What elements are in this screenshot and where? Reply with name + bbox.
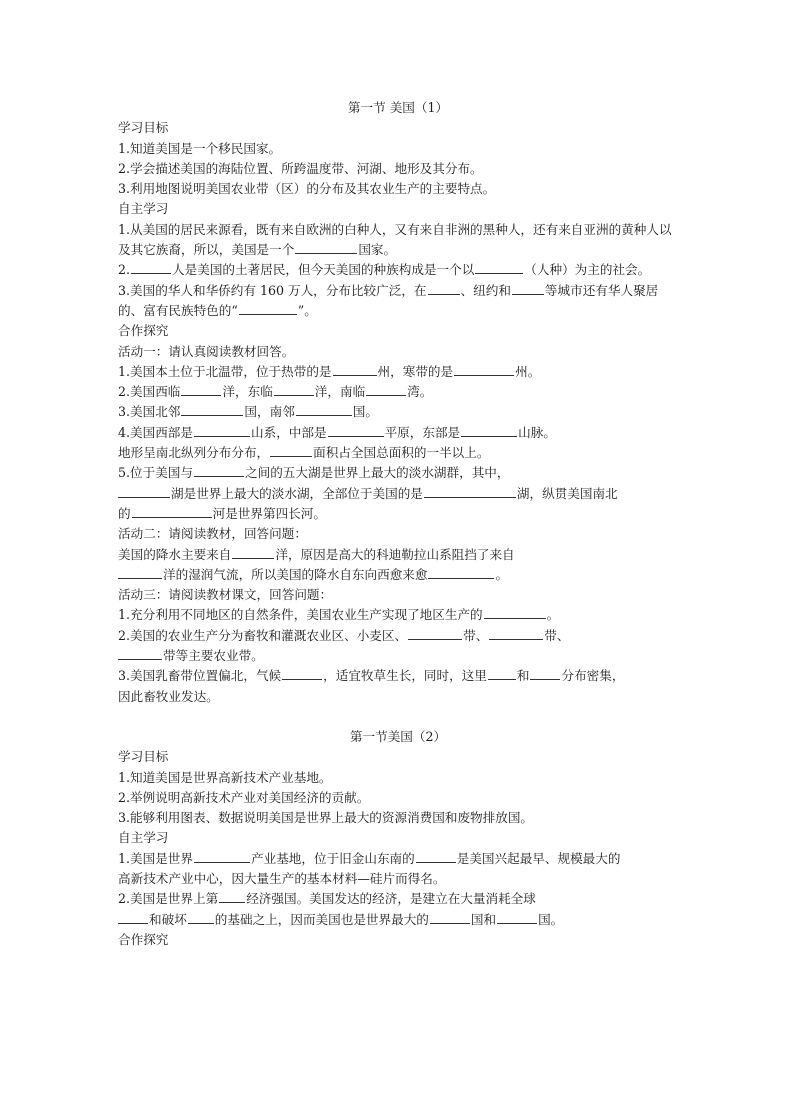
answer-blank[interactable] — [328, 423, 384, 437]
self-question-2 — [118, 260, 678, 280]
answer-blank[interactable] — [274, 382, 314, 396]
act2-l1-text-a: 美国的降水主要来自 — [118, 546, 232, 562]
act1-l5-text-a: 地形呈南北纵列分布分布， — [118, 445, 270, 461]
act3-l4-text-b: ，适宜牧草生长，同时，这里 — [323, 668, 487, 684]
act1-l3-text-c: 国。 — [352, 404, 378, 420]
answer-blank[interactable] — [454, 362, 514, 376]
s2-q1-text-b: 产业基地，位于旧金山东南的 — [251, 850, 415, 866]
act3-l3-text-a: 带等主要农业带。 — [163, 648, 264, 664]
activity2-line-2 — [118, 565, 678, 585]
self-q3-text-a: 3.美国的华人和华侨约有 160 万人，分布比较广泛，在 — [118, 282, 427, 298]
activity1-heading: 活动一：请认真阅读教材回答。 — [118, 343, 295, 359]
act1-l1-text-a: 1.美国本土位于北温带，位于热带的是 — [118, 363, 332, 379]
section-gap — [118, 707, 678, 727]
s2-q1-text-c: 是美国兴起最早、规模最大的 — [456, 850, 621, 866]
s2-q1-text-a: 1.美国是世界 — [118, 850, 193, 866]
answer-blank[interactable] — [181, 382, 221, 396]
section1-title: 第一节 美国（1） — [347, 100, 449, 115]
activity1-line-3 — [118, 402, 678, 422]
answer-blank[interactable] — [118, 910, 148, 924]
self-q1-text-b: 国家。 — [358, 242, 397, 258]
answer-blank[interactable] — [488, 666, 516, 680]
self-q2-text-a: 2. — [118, 262, 131, 278]
activity3-line-3 — [118, 646, 678, 666]
answer-blank[interactable] — [512, 281, 544, 295]
act1-l6-text-a: 5.位于美国与 — [118, 465, 193, 481]
section1-goal-2: 2.学会描述美国的海陆位置、所跨温度带、河湖、地形及其分布。 — [118, 160, 483, 176]
answer-blank[interactable] — [239, 301, 297, 315]
act3-l2-text-c: 带、 — [544, 627, 570, 643]
act2-l1-text-b: 洋，原因是高大的科迪勒拉山系阻挡了来自 — [275, 546, 515, 562]
answer-blank[interactable] — [408, 626, 462, 640]
section2-goal-2: 2.举例说明高新技术产业对美国经济的贡献。 — [118, 789, 370, 805]
activity2-line-1 — [118, 545, 678, 565]
answer-blank[interactable] — [131, 260, 171, 274]
answer-blank[interactable] — [181, 402, 243, 416]
act1-l2-text-c: 洋，南临 — [314, 384, 366, 400]
self-q3-text-d: ”。 — [297, 302, 317, 318]
act1-l3-text-a: 3.美国北邻 — [118, 404, 181, 420]
activity1-line-6 — [118, 463, 678, 483]
self-q2-text-b: 人是美国的土著居民，但今天美国的种族构成是一个以 — [172, 262, 475, 278]
answer-blank[interactable] — [118, 646, 162, 660]
activity3-line-4 — [118, 666, 678, 686]
section1-goal-3: 3.利用地图说明美国农业带（区）的分布及其农业生产的主要特点。 — [118, 181, 496, 197]
activity3-line-1 — [118, 605, 678, 625]
answer-blank[interactable] — [296, 402, 352, 416]
act1-l2-text-b: 洋，东临 — [222, 384, 273, 400]
act1-l8-text-b: 河是世界第四长河。 — [212, 505, 326, 521]
activity3-line-5: 因此畜牧业发达。 — [118, 688, 219, 704]
activity3-heading: 活动三：请阅读教材课文，回答问题： — [118, 587, 333, 603]
answer-blank[interactable] — [132, 504, 212, 518]
answer-blank[interactable] — [497, 910, 537, 924]
answer-blank[interactable] — [194, 463, 244, 477]
activity1-line-7 — [118, 484, 678, 504]
self-question-1 — [118, 220, 678, 261]
self-question-3 — [118, 281, 678, 322]
activity1-line-5 — [118, 443, 678, 463]
section1-goal-1: 1.知道美国是一个移民国家。 — [118, 140, 282, 156]
act3-l4-text-a: 3.美国乳畜带位置偏北，气候 — [118, 668, 282, 684]
answer-blank[interactable] — [118, 565, 162, 579]
section2-question-1 — [118, 849, 678, 869]
answer-blank[interactable] — [475, 260, 523, 274]
s2-q2-text-a: 2.美国是世界上第 — [118, 891, 219, 907]
activity1-line-1 — [118, 362, 678, 382]
answer-blank[interactable] — [194, 849, 250, 863]
section2-goal-1: 1.知道美国是世界高新技术产业基地。 — [118, 769, 332, 785]
act1-l2-text-d: 湾。 — [407, 384, 433, 400]
section2-question-2-cont — [118, 910, 678, 930]
answer-blank[interactable] — [428, 281, 460, 295]
answer-blank[interactable] — [461, 423, 517, 437]
self-q2-text-c: （人种）为主的社会。 — [524, 262, 651, 278]
self-q3-text-c: 等城市还有华人聚居的、富有民族特色的“ — [118, 282, 659, 318]
answer-blank[interactable] — [489, 626, 543, 640]
act3-l2-text-b: 带、 — [463, 627, 489, 643]
activity1-line-8 — [118, 504, 678, 524]
section2-question-2 — [118, 889, 678, 909]
section2-self-heading: 自主学习 — [118, 830, 169, 846]
s2-q3-text-c: 国和 — [470, 911, 497, 927]
act1-l7-text-b: 湖，纵贯美国南北 — [516, 485, 618, 501]
activity3-line-2 — [118, 626, 678, 646]
act3-l4-text-d: 分布密集， — [561, 668, 625, 684]
act3-l2-text-a: 2.美国的农业生产分为畜牧和灌溉农业区、小麦区、 — [118, 627, 408, 643]
section2-goals-heading: 学习目标 — [118, 749, 169, 765]
act1-l4-text-a: 4.美国西部是 — [118, 424, 193, 440]
answer-blank[interactable] — [333, 362, 377, 376]
answer-blank[interactable] — [428, 565, 494, 579]
s2-q3-text-a: 和破坏 — [149, 911, 187, 927]
act3-l4-text-c: 和 — [516, 668, 530, 684]
section2-goal-3: 3.能够利用图表、数据说明美国是世界上最大的资源消费国和废物排放国。 — [118, 810, 534, 826]
act3-l1-text-a: 1.充分利用不同地区的自然条件，美国农业生产实现了地区生产的 — [118, 607, 483, 623]
answer-blank[interactable] — [118, 484, 170, 498]
answer-blank[interactable] — [219, 889, 245, 903]
self-q3-text-b: 、纽约和 — [460, 282, 511, 298]
act1-l4-text-d: 山脉。 — [518, 424, 556, 440]
worksheet-page — [118, 98, 678, 950]
s2-q2-text-b: 经济强国。美国发达的经济，是建立在大量消耗全球 — [246, 891, 536, 907]
activity2-heading: 活动二：请阅读教材，回答问题： — [118, 526, 307, 542]
self-q1-text-a: 1.从美国的居民来源看，既有来自欧洲的白种人，又有来自非洲的黑种人，还有来自亚洲的黄种人以及其它族裔，所以，美国是一个 — [118, 221, 672, 258]
section2-title: 第一节美国（2） — [349, 728, 447, 744]
act1-l5-text-b: 面积占全国总面积的一半以上。 — [313, 445, 490, 461]
answer-blank[interactable] — [270, 443, 312, 457]
section2-question-1-cont: 高新技术产业中心，因大量生产的基本材料—硅片而得名。 — [118, 870, 446, 886]
activity1-line-4 — [118, 423, 678, 443]
act2-l2-text-a: 洋的湿润气流，所以美国的降水自东向西愈来愈 — [163, 566, 428, 582]
answer-blank[interactable] — [484, 605, 546, 619]
answer-blank[interactable] — [188, 910, 214, 924]
answer-blank[interactable] — [430, 910, 470, 924]
answer-blank[interactable] — [366, 382, 406, 396]
act1-l4-text-c: 平原，东部是 — [384, 424, 461, 440]
act1-l1-text-b: 州，寒带的是 — [377, 363, 454, 379]
section1-goals-heading: 学习目标 — [118, 120, 169, 136]
act1-l6-text-b: 之间的五大湖是世界上最大的淡水湖群，其中， — [245, 465, 510, 481]
section2-coop-heading: 合作探究 — [118, 931, 169, 947]
act1-l7-text-a: 湖是世界上最大的淡水湖，全部位于美国的是 — [171, 485, 423, 501]
answer-blank[interactable] — [416, 849, 456, 863]
answer-blank[interactable] — [295, 240, 357, 254]
answer-blank[interactable] — [232, 545, 274, 559]
act1-l3-text-b: 国，南邻 — [244, 404, 295, 420]
act1-l1-text-c: 州。 — [515, 363, 541, 379]
answer-blank[interactable] — [194, 423, 250, 437]
section1-coop-heading: 合作探究 — [118, 323, 169, 339]
answer-blank[interactable] — [424, 484, 516, 498]
act1-l2-text-a: 2.美国西临 — [118, 384, 181, 400]
act2-l2-text-b: 。 — [495, 566, 509, 582]
activity1-line-2 — [118, 382, 678, 402]
act1-l4-text-b: 山系，中部是 — [251, 424, 327, 440]
s2-q3-text-d: 国。 — [538, 911, 564, 927]
act1-l8-text-a: 的 — [118, 505, 131, 521]
answer-blank[interactable] — [282, 666, 322, 680]
act3-l1-text-b: 。 — [546, 607, 560, 623]
section1-self-heading: 自主学习 — [118, 201, 169, 217]
answer-blank[interactable] — [530, 666, 560, 680]
s2-q3-text-b: 的基础之上，因而美国也是世界最大的 — [214, 911, 429, 927]
